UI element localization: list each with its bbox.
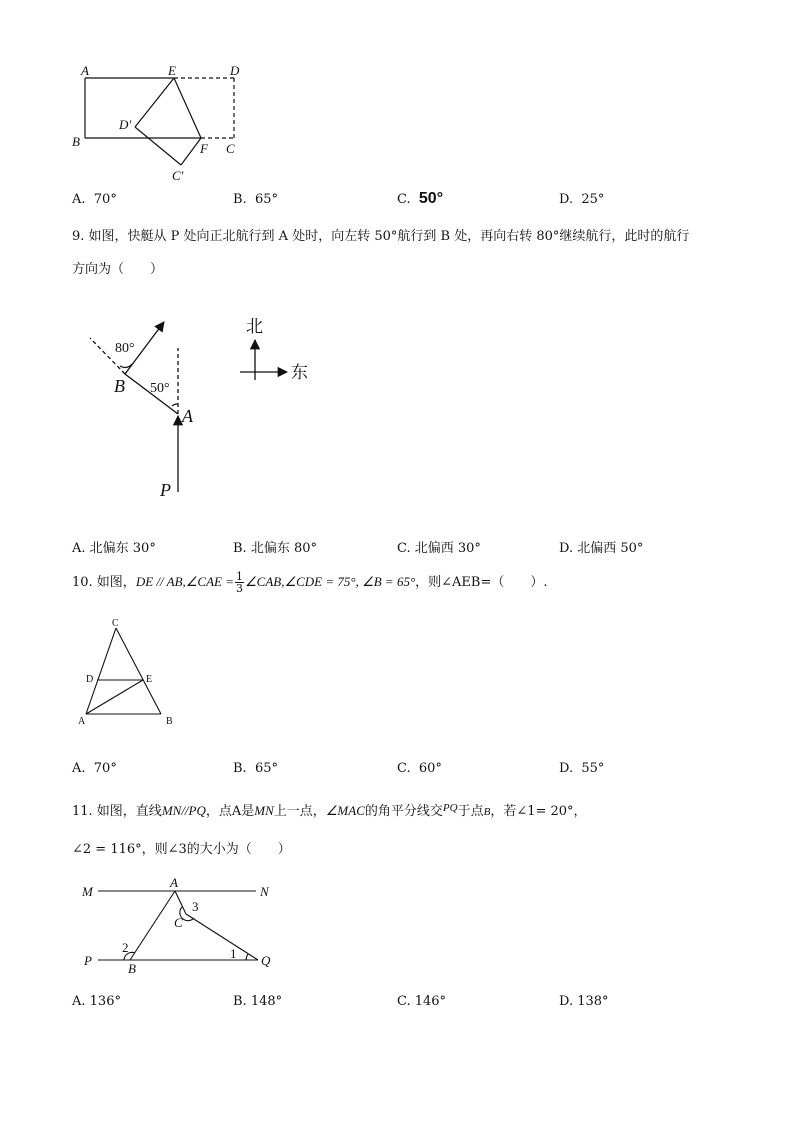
q10-expr2: ∠CAB,∠CDE = 75°, ∠B = 65° [245, 574, 416, 589]
q9-figure [80, 308, 320, 504]
q11-label-N: N [260, 884, 269, 899]
q9-label-B: B [114, 376, 125, 396]
q8-option-a[interactable]: A. 70° [72, 192, 117, 207]
q9-option-b[interactable]: B. 北偏东 80° [233, 541, 317, 556]
q8-label-E: E [168, 63, 176, 78]
q9-compass-east: 东 [291, 363, 308, 383]
q9-option-c[interactable]: C. 北偏西 30° [397, 541, 481, 556]
q11-label-A: A [170, 875, 178, 890]
q8-figure [68, 60, 258, 185]
q10-option-a[interactable]: A. 70° [72, 761, 117, 776]
q11-text-g: 的角平分线交 [364, 804, 443, 819]
q8-label-Cprime: C′ [172, 168, 184, 183]
q11-label-Q: Q [261, 953, 271, 968]
q11-text-i: 于点 [457, 804, 484, 819]
q8-label-A: A [81, 63, 89, 78]
q11-text-f: ∠MAC [325, 803, 365, 818]
q10-label-C: C [112, 618, 119, 629]
q9-label-P: P [160, 480, 171, 500]
q9-stem-line2: 方向为（ ） [72, 262, 164, 277]
q11-option-d[interactable]: D. 138° [559, 994, 609, 1009]
q11-option-c[interactable]: C. 146° [397, 994, 447, 1009]
q11-text-d: MN [254, 803, 274, 818]
q11-label-M: M [82, 884, 93, 899]
q11-angle-1: 1 [230, 946, 237, 961]
q9-label-A: A [182, 406, 193, 426]
q11-text-k: ，若∠1= 20°， [490, 804, 587, 819]
q11-option-b[interactable]: B. 148° [233, 994, 283, 1009]
q11-stem-line1 [72, 800, 587, 819]
q8-option-c-letter: C. [397, 192, 419, 207]
q11-text-b: MN//PQ [161, 803, 206, 818]
q10-option-c[interactable]: C. 60° [397, 761, 442, 776]
q10-figure [74, 614, 184, 729]
q11-option-a[interactable]: A. 136° [72, 994, 121, 1009]
q9-compass-north: 北 [246, 317, 263, 337]
q10-prefix: 10. 如图， [72, 575, 136, 590]
q11-text-h: PQ [442, 802, 458, 814]
q11-angle-3: 3 [192, 899, 199, 914]
q9-stem-line1: 9. 如图，快艇从 P 处向正北航行到 A 处时，向左转 50°航行到 B 处，再向右转 80°继续航行，此时的航行 [72, 229, 690, 244]
q10-option-d[interactable]: D. 55° [559, 761, 605, 776]
q10-frac-den: 3 [236, 582, 243, 595]
q9-angle-50: 50° [150, 381, 170, 396]
q11-text-a: 11. 如图，直线 [72, 804, 162, 819]
q8-option-c[interactable] [397, 190, 443, 208]
q11-angle-2: 2 [122, 940, 129, 955]
q8-option-b[interactable]: B. 65° [233, 192, 278, 207]
q10-frac-num: 1 [236, 570, 243, 583]
q10-label-D: D [86, 674, 94, 685]
q10-stem [72, 568, 548, 597]
q10-label-A: A [78, 716, 86, 727]
q11-text-e: 上一点， [273, 804, 326, 819]
q10-suffix: ，则∠AEB=（ ）. [415, 575, 548, 590]
q10-expr1: DE // AB,∠CAE = [135, 574, 234, 589]
q8-option-c-value: 50° [418, 190, 444, 207]
q8-label-F: F [200, 141, 208, 156]
q11-text-j: B [483, 806, 491, 818]
q10-label-E: E [146, 674, 153, 685]
q11-label-C: C [174, 915, 183, 930]
q8-label-Dprime: D′ [119, 117, 132, 132]
q8-label-D: D [230, 63, 240, 78]
q11-label-B: B [128, 961, 136, 976]
q8-option-d[interactable]: D. 25° [559, 192, 605, 207]
q10-option-b[interactable]: B. 65° [233, 761, 278, 776]
q11-figure [78, 872, 288, 982]
q10-label-B: B [166, 716, 173, 727]
q11-label-P: P [84, 953, 92, 968]
q8-label-B: B [72, 134, 80, 149]
q11-stem-line2: ∠2 = 116°，则∠3的大小为（ ） [72, 842, 291, 857]
q9-option-d[interactable]: D. 北偏西 50° [559, 541, 644, 556]
q11-text-c: ，点A是 [205, 804, 255, 819]
q9-angle-80: 80° [115, 341, 135, 356]
q9-option-a[interactable]: A. 北偏东 30° [72, 541, 156, 556]
q10-fraction [235, 571, 244, 594]
q8-label-C: C [226, 141, 235, 156]
